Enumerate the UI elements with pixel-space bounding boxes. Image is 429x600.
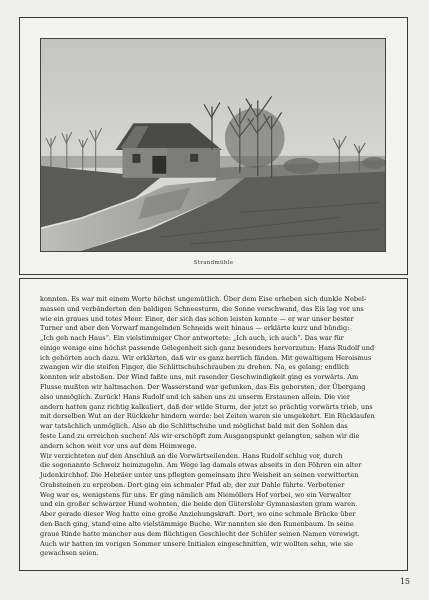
- mill-landscape-image: [41, 39, 385, 251]
- text-frame: [19, 278, 408, 571]
- figure-caption: Strandmühle: [193, 260, 234, 266]
- page-number: 15: [399, 577, 410, 586]
- mill-photograph: [40, 38, 386, 252]
- illustration-frame: [19, 17, 408, 275]
- body-text: konnten. Es war mit einem Worte höchst ungemütlich. Über dem Eise erheben sich dunkle Nebel- massen und verbänderten den baldigen Schneesturm, die Sonne verschwand, das Eis lag vor uns wie ein graues und totes Meer. Einer, der sich das schon leisten konnte — er war unser bester Turner und aber den Vorwarf mangelnden Schneids weit hinaus — erklärte kurz und bündig: „Ich geh nach Haus“. Ein vielstimmiger Chor antwortete: „Ich auch, ich auch“. Das war für einige wenige eine höchst passende Gelegenheit sich ganz besonders hervorzutun: Hans Rudolf und ich gehörten auch dazu. Wir erklärten, daß wir es ganz herrlich fänden. Mit gewaltigem Heroismus zwangen wir die steifen Finger, die Schlittschuhschrauben zu drehen. Na, es gelang; endlich konnten wir abstoßen. Der Wind faßte uns, mit rasender Geschwindigkeit ging es vorwärts. Am Flusse mußten wir haltmachen. Der Wasserstand war gefunken, das Eis geborsten, der Übergang also unmöglich. Zurück! Hans Rudolf und ich sahen uns zu unserm Erstaunen allein. Die vier andern hatten ganz richtig kalkuliert, daß der wilde Sturm, der jetzt so prächtig vorwärts trieb, uns mit derselben Wut an der Rückkehr hindern werde: bei Zeiten waren sie umgekehrt. Ein Rücklaufen war tatsächlich unmöglich. Also ab die Schlittschuhe und möglichst bald mit den Sohlen das feste Land zu erreichen suchen! Als wir erschöpft zum Ausgangspunkt gelangten, sahen wir die andern schon weit vor uns auf dem Heimwege. Wir verzichteten auf den Anschluß an die Vorwärtseilenden. Hans Rudolf schlug vor, durch die sogenannte Schweiz heimzugehn. Am Wege lag damals etwas abseits in den Föhren ein alter Judenkirchhof. Die Hebräer unter uns pflegten gemeinsam ihre Weisheit an seinen verwitterten Grabsteinen zu erproben. Dort ging ein schmaler Pfad ab, der zur Dahle führte. Verbotener Weg war es, wenigstens für uns. Er ging nämlich am Niemöllers Hof vorbei, wo ein Verwalter und ein großer schwarzer Hund wohnten, die beide den Güterslohr Gymnasiasten gram waren. Aber gerade dieser Weg hatte eine große Anziehungskraft. Dort, wo eine schmale Brücke über den Bach ging, stand eine alte vielstämmige Buche. Wir nannten sie den Runenbaum. In seine graue Rinde hatte mancher aus dem flüchtigen Geschlecht der Schüler seinen Namen verewigt. Auch wir hatten im vorigen Sommer unsere Initialen eingeschnitten, wir wollten sehn, wie sie gewachsen seien.: [40, 295, 375, 558]
